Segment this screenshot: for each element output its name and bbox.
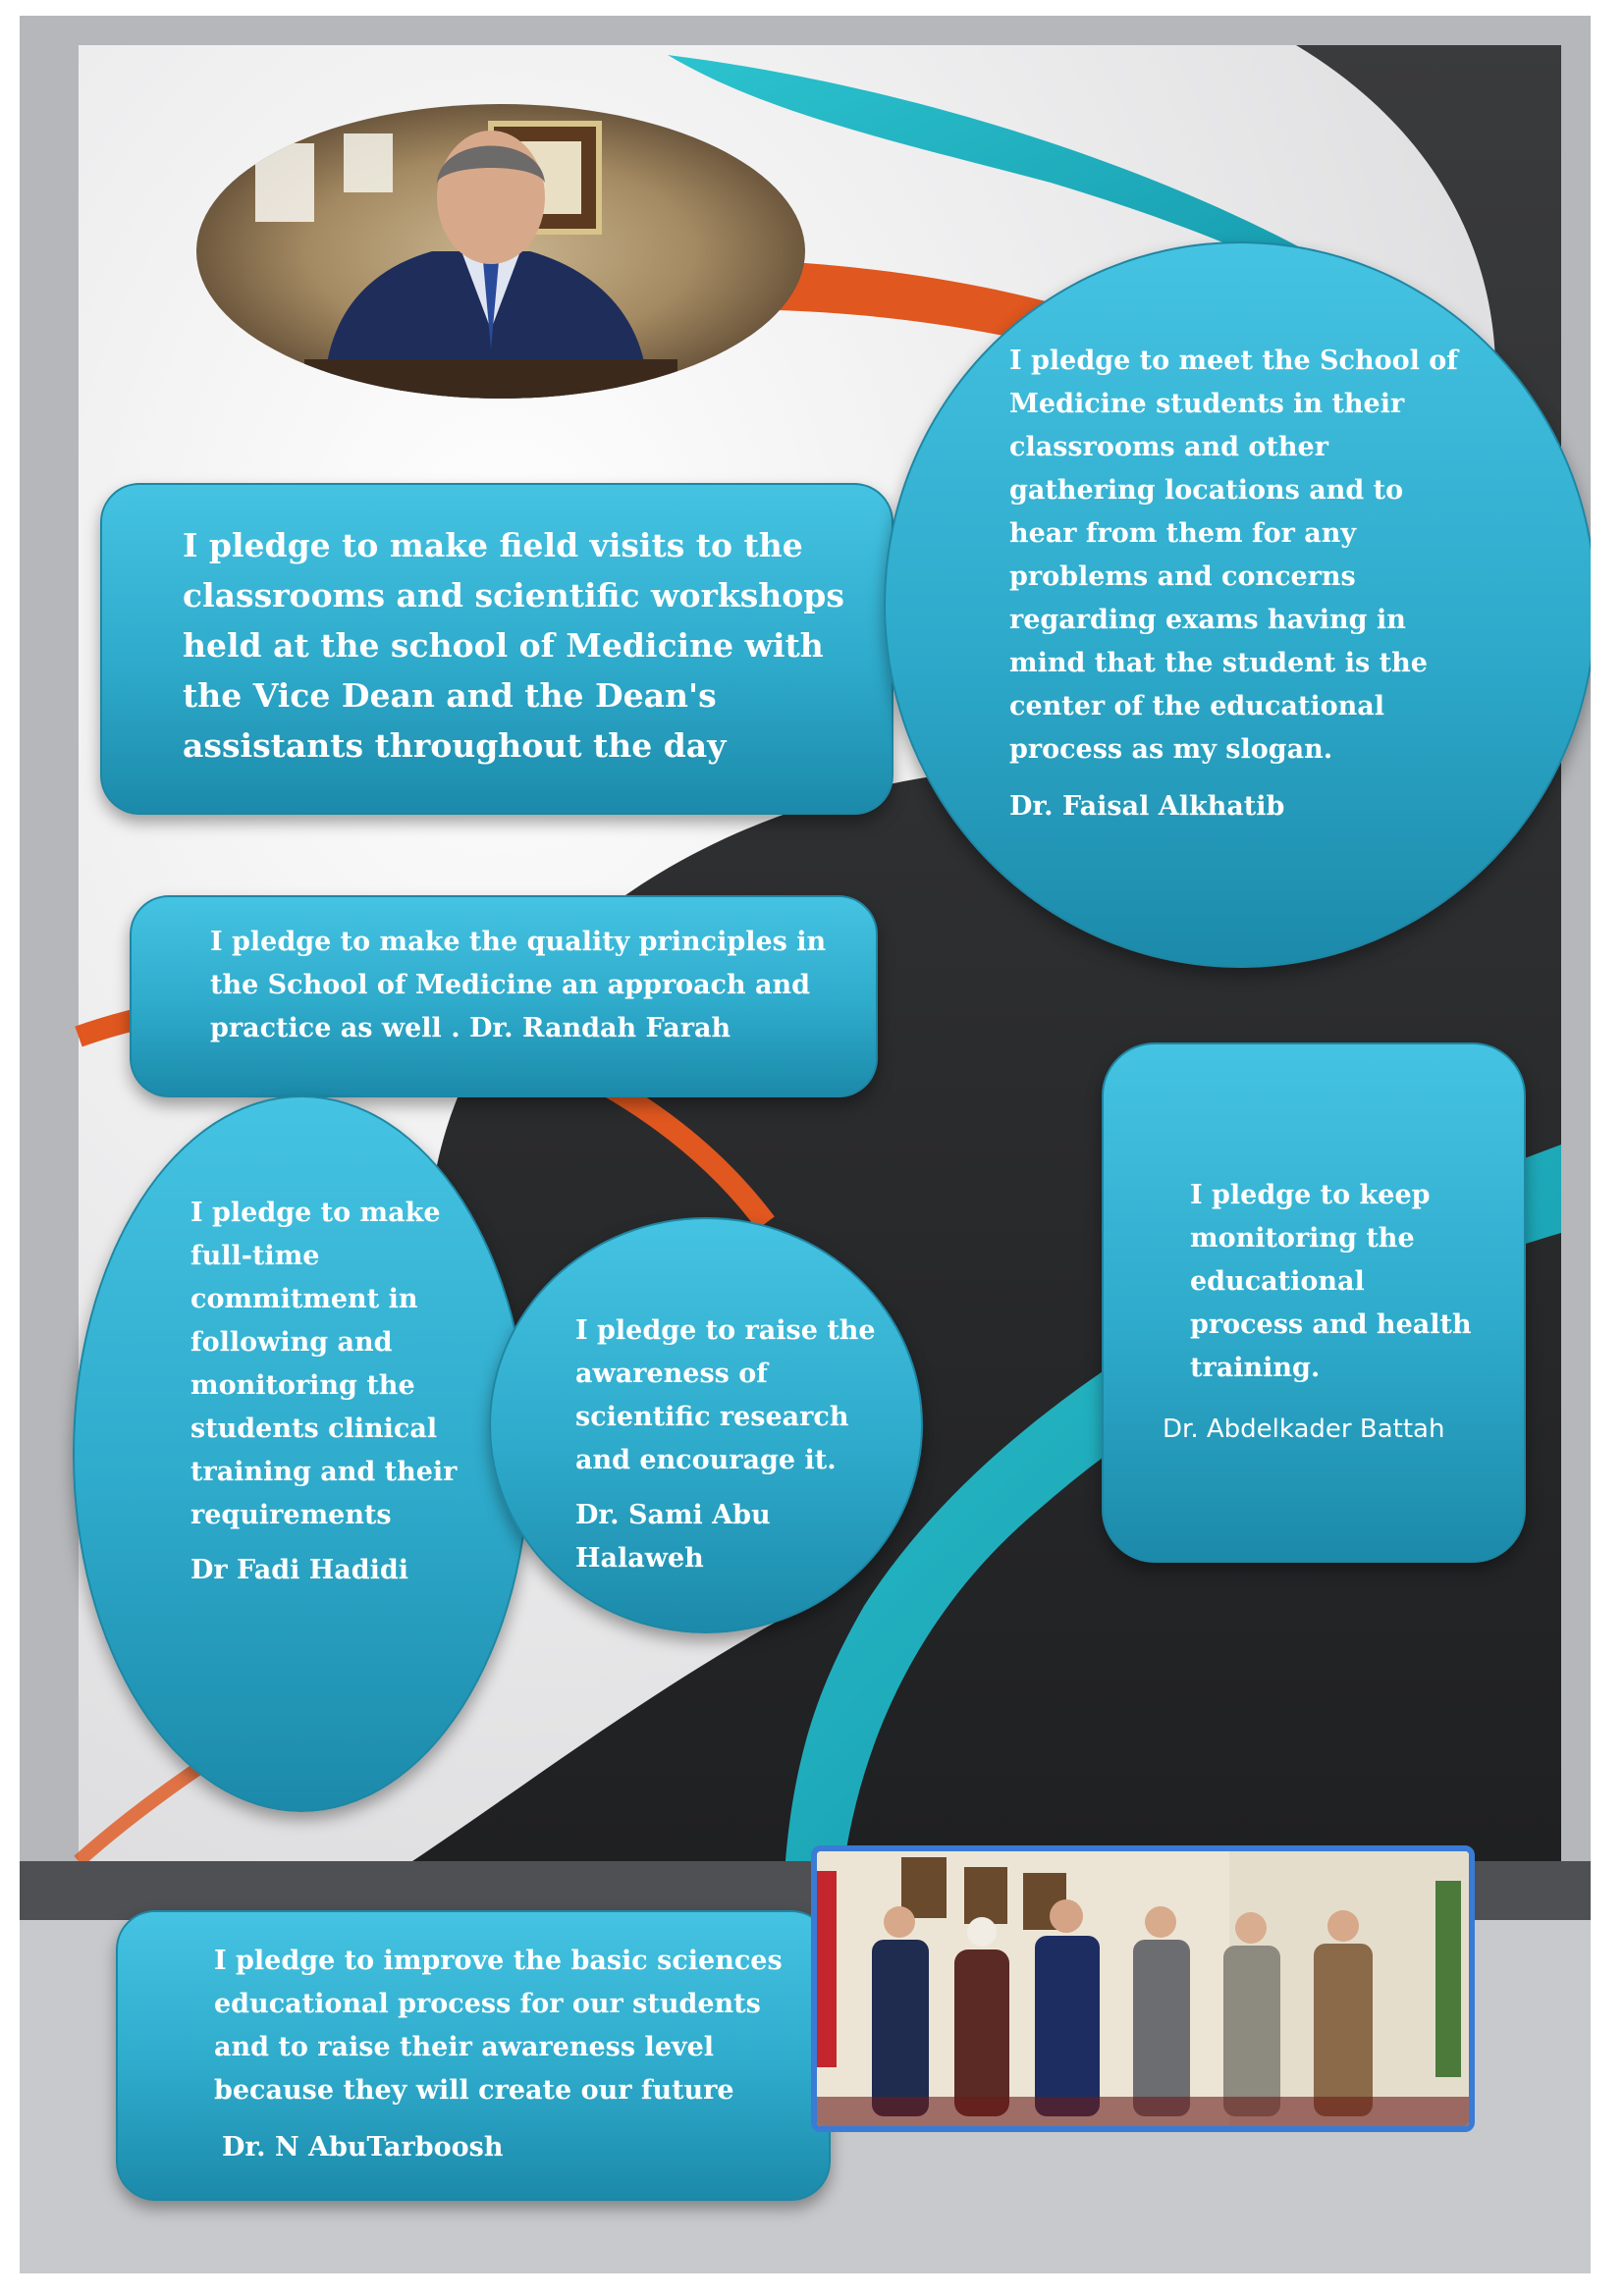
pledge-field-visits-bubble: [100, 483, 893, 815]
pledge-quality-text: I pledge to make the quality principles in the School of Medicine an approach and practice as well . Dr. Randah Farah: [210, 927, 827, 1043]
pledge-meet-students-text: I pledge to meet the School of Medicine students in their classrooms and other gathering locations and to hear from them for any problems and concerns regarding exams having in mind that the student is the center of the educational process as my slogan.: [1009, 346, 1458, 765]
pledge-research-text: I pledge to raise the awareness of scientific research and encourage it.: [575, 1315, 876, 1475]
poster-frame: [20, 16, 1591, 2273]
pledge-basic-sciences-bubble: [116, 1910, 831, 2201]
pledge-basic-sciences-signature: Dr. N AbuTarboosh: [222, 2132, 504, 2163]
pledge-monitoring-signature: Dr. Abdelkader Battah: [1163, 1415, 1445, 1444]
pledge-quality-bubble: [130, 895, 878, 1097]
pledge-meet-students-signature: Dr. Faisal Alkhatib: [1009, 791, 1285, 822]
dean-portrait-photo: [196, 104, 805, 399]
pledge-field-visits-text: I pledge to make field visits to the classrooms and scientific workshops held at the school of Medicine with the Vice Dean and the Dean's assistants throughout the day: [183, 526, 844, 765]
group-photo: [811, 1845, 1475, 2132]
pledge-basic-sciences-text: I pledge to improve the basic sciences educational process for our students and to raise their awareness level because they will create our future: [214, 1946, 783, 2106]
pledge-clinical-training-text: I pledge to make full-time commitment in following and monitoring the students clinical training and their requirements: [190, 1198, 458, 1530]
pledge-clinical-training-signature: Dr Fadi Hadidi: [190, 1555, 409, 1585]
pledge-meet-students-bubble: [884, 241, 1591, 968]
pledge-clinical-training-bubble: [73, 1095, 530, 1812]
pledge-monitoring-bubble: [1102, 1042, 1526, 1563]
pledge-research-bubble: [489, 1217, 923, 1633]
pledge-monitoring-text: I pledge to keep monitoring the educational process and health training.: [1190, 1180, 1472, 1383]
pledge-research-signature: Dr. Sami Abu Halaweh: [575, 1500, 771, 1574]
